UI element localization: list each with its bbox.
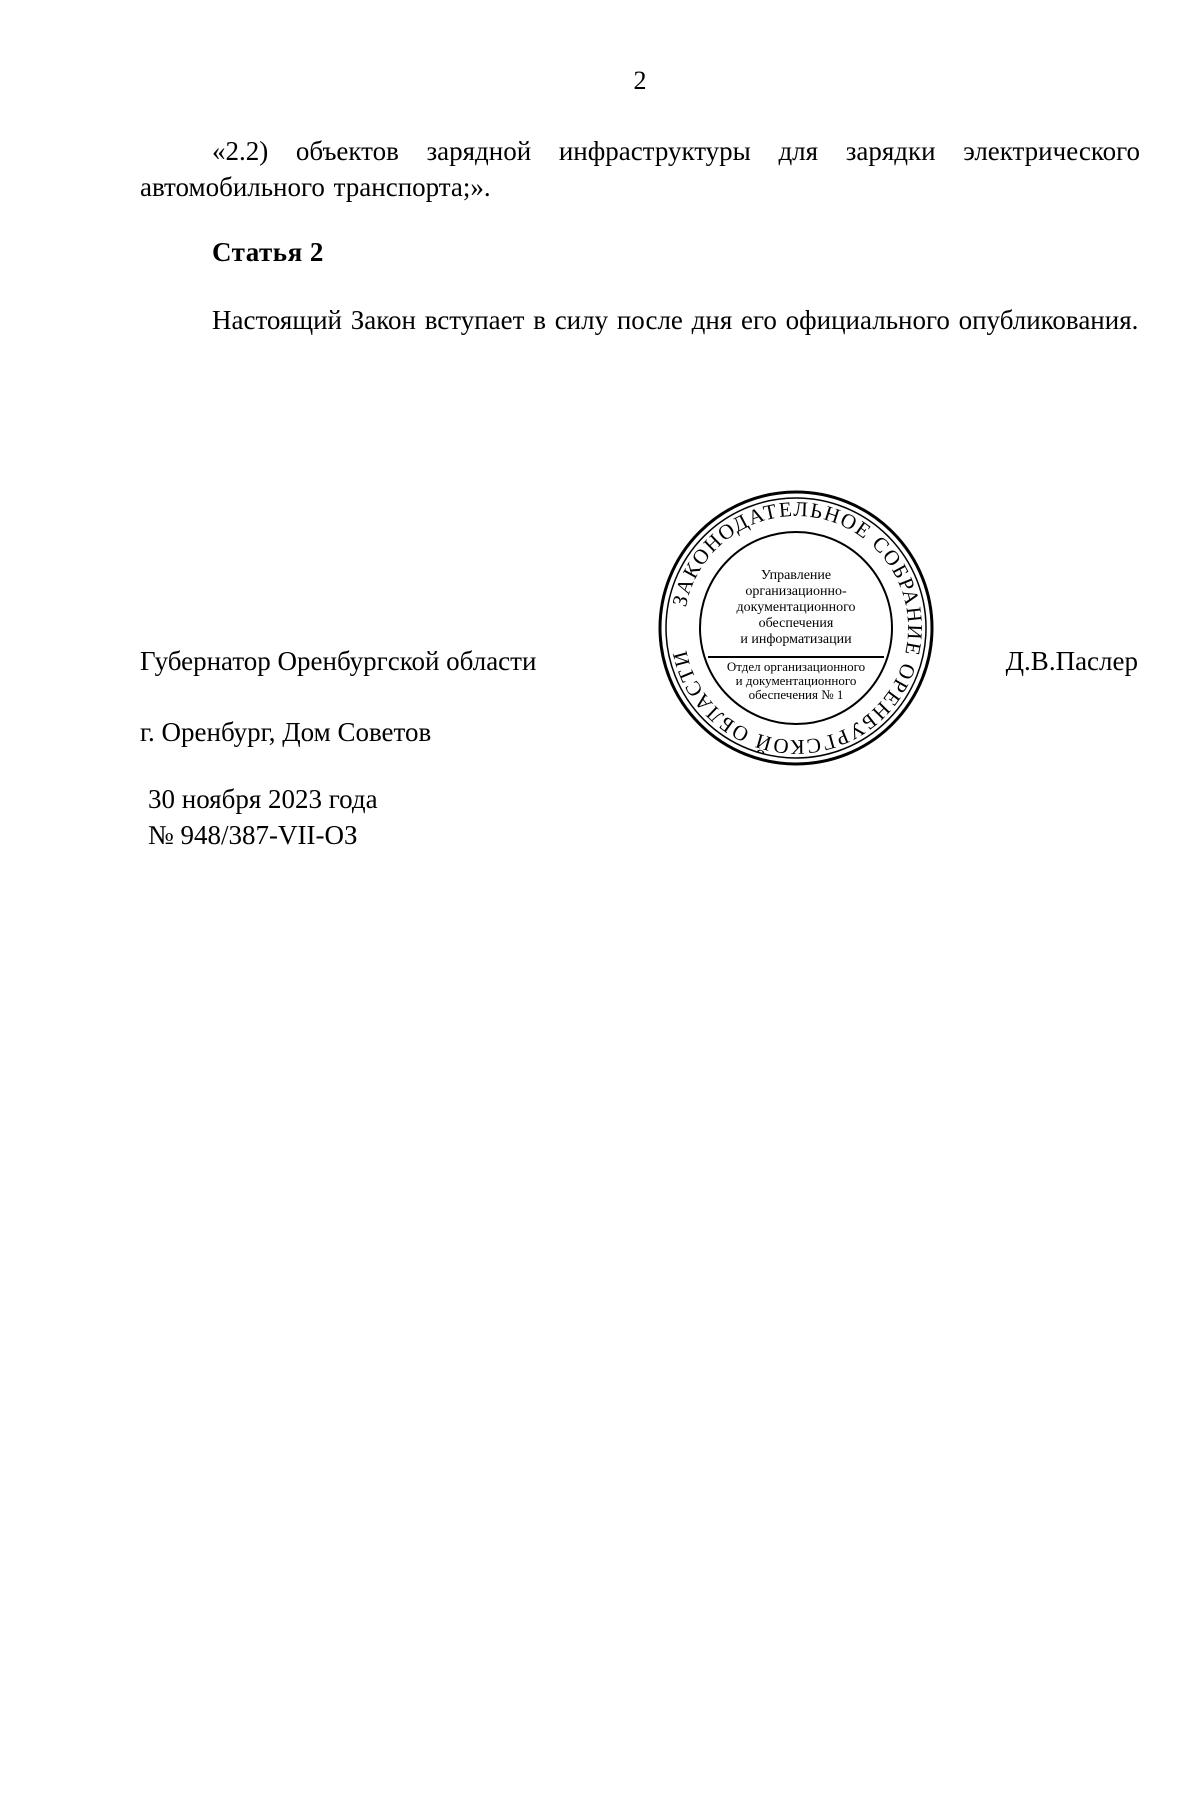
seal-subdivision-line: и документационного <box>735 673 857 688</box>
article-text: Настоящий Закон вступает в силу после дня его официального опубликования. <box>212 305 1139 335</box>
page-number: 2 <box>633 66 647 95</box>
signing-place: г. Оренбург, Дом Советов <box>140 717 432 747</box>
signing-date: 30 ноября 2023 года <box>148 784 378 814</box>
amendment-paragraph: «2.2) объектов зарядной инфраструктуры для зарядки электрического автомобильного транспорта;». <box>140 136 1140 202</box>
seal-subdivision-line: Отдел организационного <box>726 659 866 674</box>
seal-subdivision-line: обеспечения № 1 <box>748 687 844 702</box>
seal-department-line: обеспечения <box>758 616 834 631</box>
seal-divider <box>708 656 884 658</box>
seal-department-line: организационно- <box>745 584 847 599</box>
seal-subdivision <box>712 660 880 702</box>
signatory-position: Губернатор Оренбургской области <box>140 646 537 676</box>
signatory-name: Д.В.Паслер <box>1005 646 1138 676</box>
seal-department-line: Управление <box>760 568 832 583</box>
law-number: № 948/387-VII-ОЗ <box>148 820 358 850</box>
seal-ring-text: ЗАКОНОДАТЕЛЬНОЕ СОБРАНИЕ ОРЕНБУРГСКОЙ ОБЛАСТИ <box>667 496 928 760</box>
official-seal <box>656 488 936 768</box>
article-title: Статья 2 <box>212 237 324 267</box>
seal-department-line: документационного <box>736 600 856 615</box>
seal-center <box>712 544 880 712</box>
seal-department-line: и информатизации <box>740 632 852 647</box>
seal-department <box>712 568 880 648</box>
